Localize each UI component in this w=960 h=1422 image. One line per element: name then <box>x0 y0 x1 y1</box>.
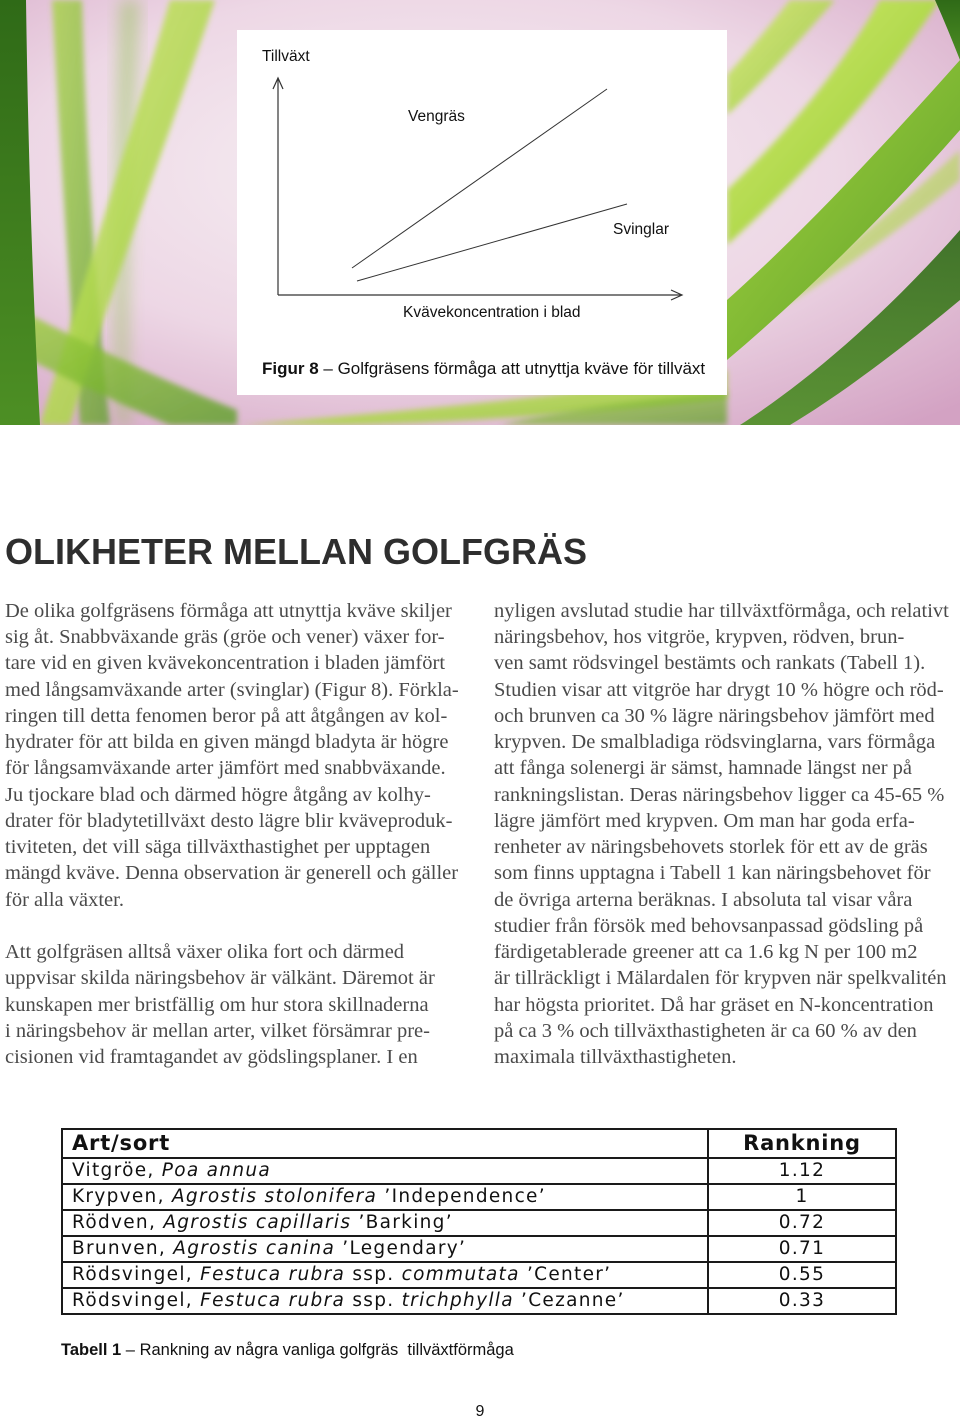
text-line: drater för bladytetillväxt desto lägre blir kväveproduk- <box>5 809 453 832</box>
cultivar-name: ’Center’ <box>526 1264 612 1285</box>
rankning-cell: 1 <box>708 1184 896 1210</box>
figure-caption-label: Figur 8 <box>262 359 319 378</box>
figure-caption-text: – Golfgräsens förmåga att utnyttja kväve för tillväxt <box>318 359 706 378</box>
ranking-table-wrap <box>61 1128 895 1315</box>
text-line: de övriga arterna beräknas. I absoluta tal visar våra <box>494 888 913 911</box>
text-line: tiviteten, det vill säga tillväxthastighet per upptagen <box>5 836 431 859</box>
subspecies-name: trichphylla <box>401 1290 514 1311</box>
rankning-cell: 0.72 <box>708 1210 896 1236</box>
paragraph <box>494 598 956 1070</box>
cultivar-name: ’Independence’ <box>384 1186 546 1207</box>
latin-name: Festuca rubra <box>200 1290 346 1311</box>
ranking-table <box>61 1128 897 1315</box>
text-line: för alla växter. <box>5 888 124 911</box>
cultivar-name: ’Barking’ <box>358 1212 453 1233</box>
table-row <box>62 1236 896 1262</box>
table-row <box>62 1262 896 1288</box>
cultivar-name: ’Legendary’ <box>342 1238 467 1259</box>
growth-diagram <box>237 30 727 395</box>
text-line: som finns upptagna i Tabell 1 kan näringsbehovet för <box>494 862 931 885</box>
section-heading: OLIKHETER MELLAN GOLFGRÄS <box>5 531 587 572</box>
header-art-sort: Art/sort <box>62 1129 708 1158</box>
text-line: i näringsbehov är mellan arter, vilket försämrar pre- <box>5 1019 430 1042</box>
svinglar-line <box>357 204 627 281</box>
text-line: sig åt. Snabbväxande gräs (gröe och vener) växer for- <box>5 626 445 649</box>
text-line: rankningslistan. Deras näringsbehov ligger ca 45-65 % <box>494 783 945 806</box>
table-row <box>62 1184 896 1210</box>
rankning-cell: 0.55 <box>708 1262 896 1288</box>
art-cell <box>62 1236 708 1262</box>
text-line: Ju tjockare blad och därmed högre åtgång av kolhy- <box>5 783 431 806</box>
svinglar-label: Svinglar <box>613 221 669 238</box>
cultivar-name: ’Cezanne’ <box>521 1290 625 1311</box>
subspecies-name: commutata <box>401 1264 520 1285</box>
table-row <box>62 1210 896 1236</box>
text-line: ven samt rödsvingel bestämts och rankats (Tabell 1). <box>494 652 926 675</box>
figure-caption <box>262 359 705 379</box>
text-line: med långsamväxande arter (svinglar) (Figur 8). Förkla- <box>5 678 459 701</box>
text-line: Att golfgräsen alltså växer olika fort och därmed <box>5 941 405 964</box>
latin-name: Festuca rubra <box>200 1264 346 1285</box>
right-column <box>494 598 956 1070</box>
text-line: mängd kväve. Denna observation är generell och gäller <box>5 862 459 885</box>
table-row <box>62 1158 896 1184</box>
header-rankning: Rankning <box>708 1129 896 1158</box>
text-line: ringen till detta fenomen beror på att åtgången av kol- <box>5 704 448 727</box>
text-line: nyligen avslutad studie har tillväxtförmåga, och relativt <box>494 600 949 622</box>
text-line: har högsta prioritet. Då har gräset en N-koncentration <box>494 993 934 1016</box>
paragraph <box>5 598 467 913</box>
text-line: näringsbehov, hos vitgröe, krypven, rödven, brun- <box>494 626 905 649</box>
text-line: studier från försök med behovsanpassad gödsling på <box>494 914 924 937</box>
y-axis-label: Tillväxt <box>262 48 310 65</box>
latin-name: Agrostis canina <box>173 1238 336 1259</box>
art-cell <box>62 1288 708 1314</box>
text-line: hydrater för att bilda en given mängd bladyta är högre <box>5 731 449 754</box>
art-cell <box>62 1184 708 1210</box>
text-line: krypven. De smalbladiga rödsvinglarna, vars förmåga <box>494 731 936 754</box>
rankning-cell: 1.12 <box>708 1158 896 1184</box>
table-caption-text: – Rankning av några vanliga golfgräs tillväxtförmåga <box>121 1341 514 1359</box>
latin-name: Agrostis stolonifera <box>171 1186 378 1207</box>
text-line: att fånga solenergi är sämst, hamnade längst ner på <box>494 757 913 780</box>
text-line: renheter av näringsbehovets storlek för ett av de gräs <box>494 836 928 859</box>
text-line: färdigetablerade greener att ca 1.6 kg N per 100 m2 <box>494 941 918 964</box>
text-line: maximala tillväxthastigheten. <box>494 1045 737 1068</box>
text-line: är tillräckligt i Mälardalen för krypven när spelkvalitén <box>494 967 947 990</box>
text-line: för långsamväxande arter jämfört med snabbväxande. <box>5 757 446 780</box>
art-cell <box>62 1158 708 1184</box>
swedish-name: Brunven, <box>72 1238 167 1259</box>
text-line: och brunven ca 30 % lägre näringsbehov jämfört med <box>494 704 935 727</box>
text-line: cisionen vid framtagandet av gödslingsplaner. I en <box>5 1045 418 1068</box>
vengras-label: Vengräs <box>408 108 465 125</box>
table-caption <box>61 1340 514 1360</box>
table-row <box>62 1288 896 1314</box>
text-line: lägre jämfört med krypven. Om man har goda erfa- <box>494 809 915 832</box>
ssp-label: ssp. <box>352 1290 395 1311</box>
swedish-name: Rödsvingel, <box>72 1290 193 1311</box>
latin-name: Agrostis capillaris <box>163 1212 352 1233</box>
swedish-name: Rödsvingel, <box>72 1264 193 1285</box>
art-cell <box>62 1262 708 1288</box>
swedish-name: Rödven, <box>72 1212 157 1233</box>
paragraph-gap <box>5 913 467 939</box>
text-line: Studien visar att vitgröe har drygt 10 % högre och röd- <box>494 678 944 701</box>
text-line: De olika golfgräsens förmåga att utnyttja kväve skiljer <box>5 600 452 622</box>
text-line: tare vid en given kvävekoncentration i bladen jämfört <box>5 652 446 675</box>
art-cell <box>62 1210 708 1236</box>
vengras-line <box>352 89 607 268</box>
table-header-row <box>62 1129 896 1158</box>
paragraph <box>5 939 467 1070</box>
swedish-name: Krypven, <box>72 1186 165 1207</box>
ssp-label: ssp. <box>352 1264 395 1285</box>
swedish-name: Vitgröe, <box>72 1160 155 1181</box>
text-line: på ca 3 % och tillväxthastigheten är ca 60 % av den <box>494 1019 917 1042</box>
latin-name: Poa annua <box>161 1160 272 1181</box>
x-axis-label: Kvävekoncentration i blad <box>403 304 581 321</box>
rankning-cell: 0.33 <box>708 1288 896 1314</box>
text-line: kunskapen mer bristfällig om hur stora skillnaderna <box>5 993 429 1016</box>
table-caption-label: Tabell 1 <box>61 1341 122 1359</box>
text-line: uppvisar skilda näringsbehov är välkänt. Däremot är <box>5 967 435 990</box>
rankning-cell: 0.71 <box>708 1236 896 1262</box>
figure-panel <box>237 30 727 395</box>
left-column <box>5 598 467 1070</box>
page-number: 9 <box>475 1403 485 1420</box>
